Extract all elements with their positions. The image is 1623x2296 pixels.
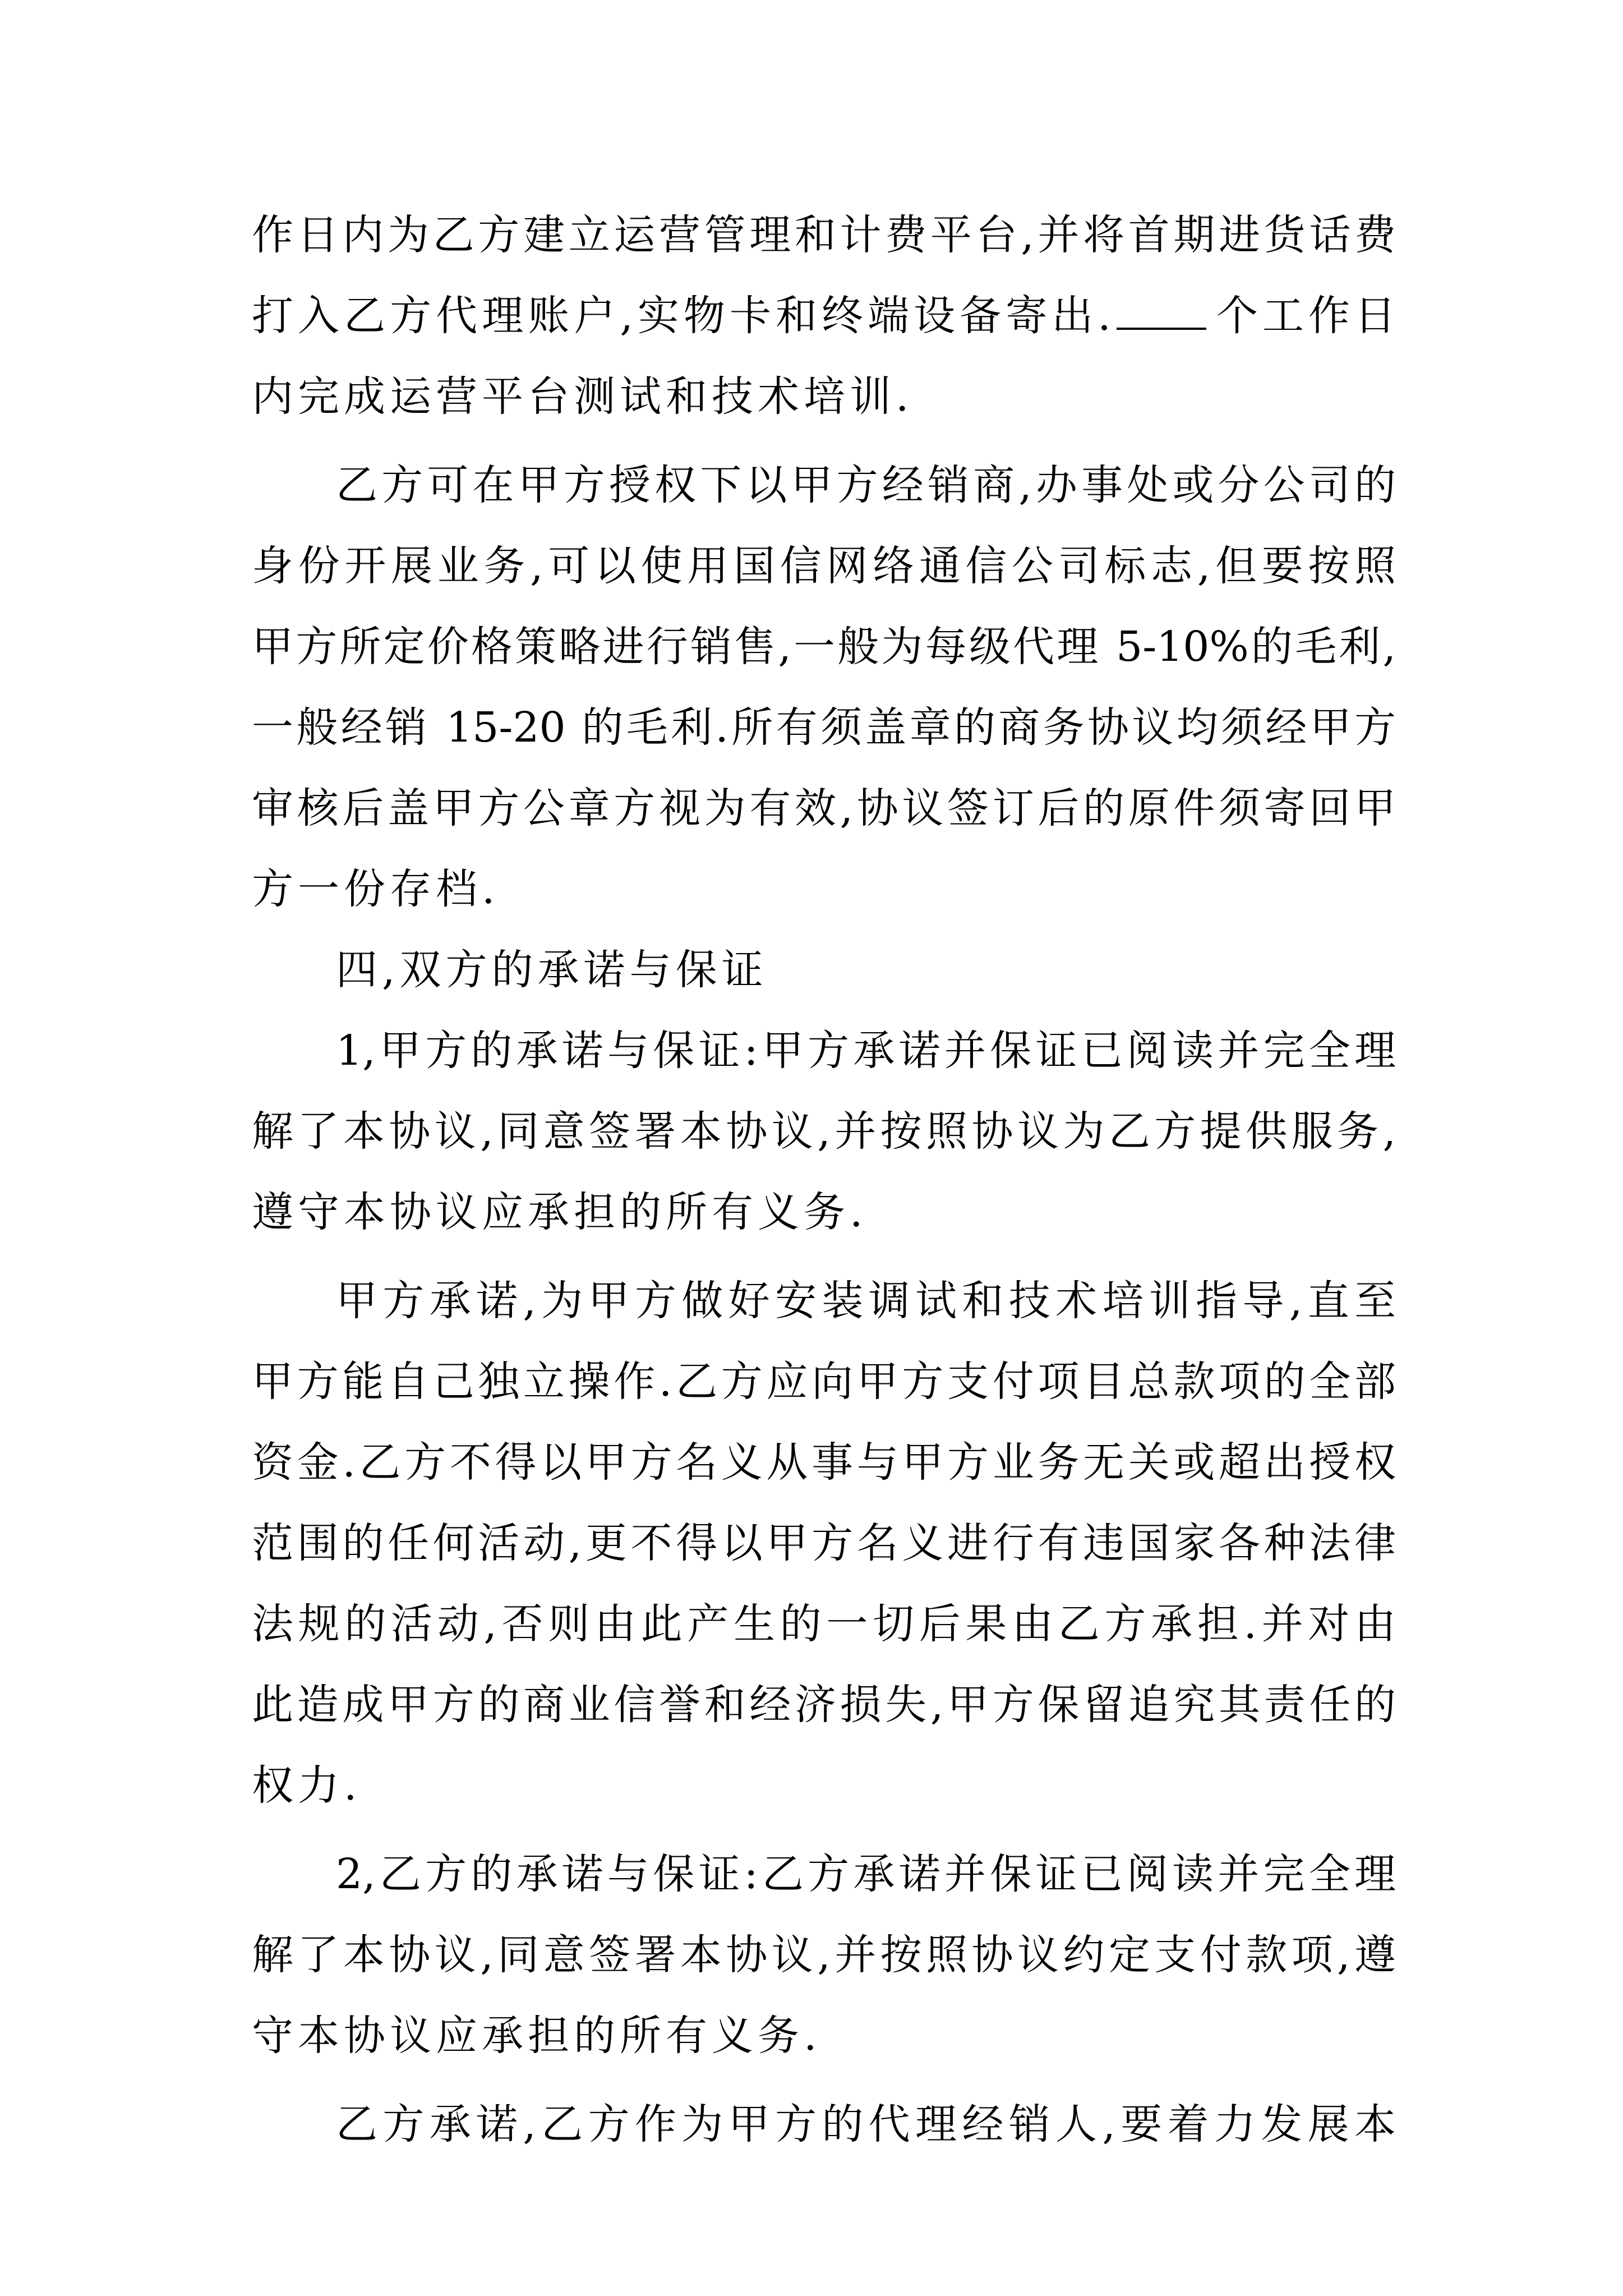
text-line: 法规的活动,否则由此产生的一切后果由乙方承担.并对由 <box>252 1600 1396 1648</box>
section-heading: 四,双方的承诺与保证 <box>336 946 768 994</box>
text-line: 身份开展业务,可以使用国信网络通信公司标志,但要按照 <box>252 542 1396 590</box>
text-line: 遵守本协议应承担的所有义务. <box>252 1188 868 1236</box>
text-line: 此造成甲方的商业信誉和经济损失,甲方保留追究其责任的 <box>252 1681 1396 1729</box>
document-body <box>252 195 1396 2165</box>
text-line: 范围的任何活动,更不得以甲方名义进行有违国家各种法律 <box>252 1519 1396 1567</box>
text-segment: 打入乙方代理账户,实物卡和终端设备寄出. <box>252 292 1111 340</box>
text-line: 甲方所定价格策略进行销售,一般为每级代理 5-10%的毛利, <box>252 623 1396 671</box>
text-line: 解了本协议,同意签署本协议,并按照协议约定支付款项,遵 <box>252 1931 1396 1979</box>
text-line: 乙方可在甲方授权下以甲方经销商,办事处或分公司的 <box>336 461 1396 509</box>
text-line: 守本协议应承担的所有义务. <box>252 2012 822 2060</box>
paragraph-gap <box>252 2076 1396 2084</box>
text-line: 甲方能自己独立操作.乙方应向甲方支付项目总款项的全部 <box>252 1358 1396 1406</box>
text-line: 2,乙方的承诺与保证:乙方承诺并保证已阅读并完全理 <box>336 1850 1396 1898</box>
text-line: 作日内为乙方建立运营管理和计费平台,并将首期进货话费 <box>252 211 1396 259</box>
text-line: 甲方承诺,为甲方做好安装调试和技术培训指导,直至 <box>336 1277 1396 1325</box>
paragraph-gap <box>252 437 1396 445</box>
fill-in-blank <box>1117 292 1206 330</box>
text-line: 一般经销 15-20 的毛利.所有须盖章的商务协议均须经甲方 <box>252 703 1396 752</box>
paragraph-gap <box>252 1826 1396 1834</box>
text-line: 内完成运营平台测试和技术培训. <box>252 372 914 421</box>
text-line: 资金.乙方不得以甲方名义从事与甲方业务无关或超出授权 <box>252 1438 1396 1487</box>
text-line: 解了本协议,同意签署本协议,并按照协议为乙方提供服务, <box>252 1107 1396 1156</box>
text-line: 权力. <box>252 1761 362 1810</box>
text-line: 审核后盖甲方公章方视为有效,协议签订后的原件须寄回甲 <box>252 784 1396 832</box>
text-line: 方一份存档. <box>252 865 500 913</box>
text-line: 1,甲方的承诺与保证:甲方承诺并保证已阅读并完全理 <box>336 1027 1396 1075</box>
text-segment: 个工作日 <box>1211 292 1396 340</box>
paragraph-gap <box>252 1253 1396 1260</box>
text-line <box>252 275 1396 356</box>
text-line: 乙方承诺,乙方作为甲方的代理经销人,要着力发展本 <box>336 2100 1396 2148</box>
